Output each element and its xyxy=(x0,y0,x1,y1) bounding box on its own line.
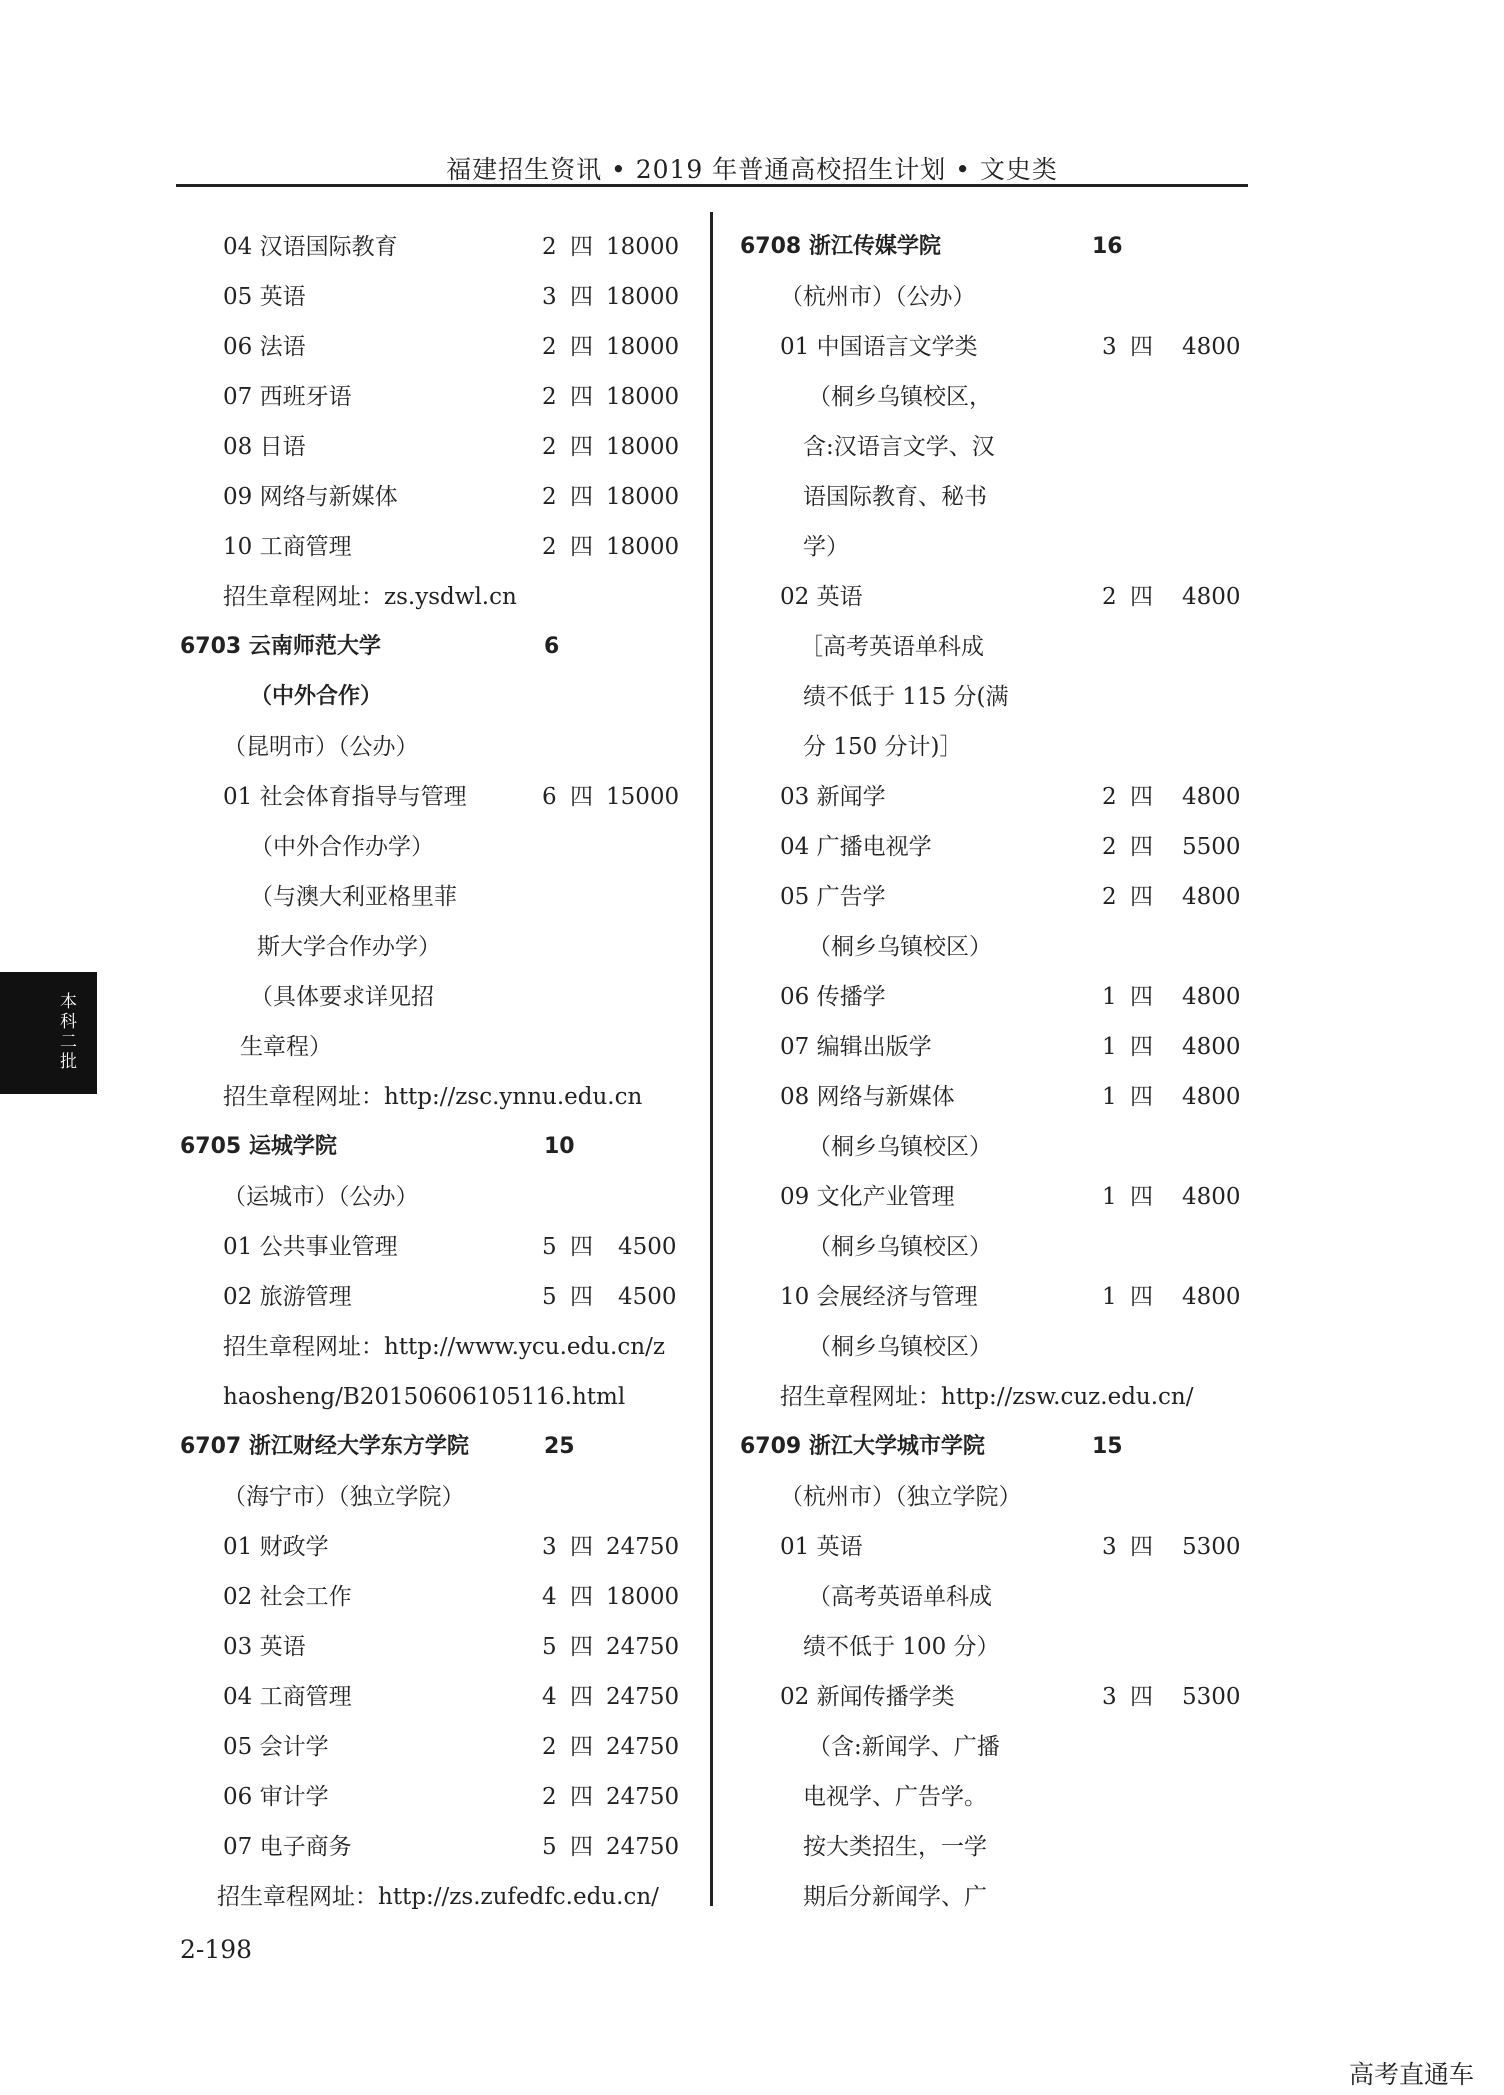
institution-name: 6703 云南师范大学 xyxy=(180,634,381,659)
tuition-fee: 18000 xyxy=(606,434,680,460)
plan-count: 1 xyxy=(1102,1284,1117,1310)
tuition-fee: 18000 xyxy=(606,234,680,260)
listing-text: （海宁市）（独立学院） xyxy=(223,1484,465,1510)
tuition-fee: 18000 xyxy=(606,284,680,310)
tuition-fee: 5500 xyxy=(1182,834,1241,860)
listing-text: （杭州市）（独立学院） xyxy=(780,1484,1022,1510)
listing-text: 03 新闻学 xyxy=(780,784,886,810)
plan-count: 2 xyxy=(1102,784,1117,810)
listing-text: 学） xyxy=(803,534,849,560)
listing-text: 招生章程网址：zs.ysdwl.cn xyxy=(223,584,517,610)
study-years: 四 xyxy=(570,534,593,560)
plan-count: 2 xyxy=(1102,834,1117,860)
listing-row xyxy=(180,1822,700,1872)
listing-row xyxy=(740,272,1260,322)
listing-text: （具体要求详见招 xyxy=(250,984,434,1010)
listing-row xyxy=(740,1772,1260,1822)
listing-text: 01 社会体育指导与管理 xyxy=(223,784,467,810)
listing-text: 绩不低于 100 分） xyxy=(803,1634,1000,1660)
listing-row xyxy=(180,372,700,422)
plan-count: 3 xyxy=(542,284,557,310)
listing-row xyxy=(180,1622,700,1672)
listing-text: 01 中国语言文学类 xyxy=(780,334,978,360)
plan-count: 4 xyxy=(542,1684,557,1710)
plan-count: 2 xyxy=(542,234,557,260)
listing-row xyxy=(740,772,1260,822)
listing-row xyxy=(180,1522,700,1572)
total-plan-count: 15 xyxy=(1092,1434,1123,1459)
study-years: 四 xyxy=(1130,1284,1153,1310)
listing-row xyxy=(740,1372,1260,1422)
plan-count: 2 xyxy=(542,334,557,360)
listing-row xyxy=(180,1322,700,1372)
listing-text: 02 新闻传播学类 xyxy=(780,1684,955,1710)
listing-text: 09 网络与新媒体 xyxy=(223,484,398,510)
listing-row xyxy=(740,722,1260,772)
study-years: 四 xyxy=(1130,1684,1153,1710)
listing-text: 04 汉语国际教育 xyxy=(223,234,398,260)
listing-text: 05 英语 xyxy=(223,284,306,310)
plan-count: 1 xyxy=(1102,1184,1117,1210)
tuition-fee: 24750 xyxy=(606,1634,680,1660)
plan-count: 2 xyxy=(542,484,557,510)
institution-name: 6707 浙江财经大学东方学院 xyxy=(180,1434,469,1459)
study-years: 四 xyxy=(1130,884,1153,910)
tuition-fee: 5300 xyxy=(1182,1684,1241,1710)
listing-row xyxy=(180,322,700,372)
listing-row xyxy=(180,1472,700,1522)
listing-row xyxy=(740,572,1260,622)
institution-row xyxy=(740,222,1260,272)
listing-row xyxy=(740,1072,1260,1122)
listing-text: 含:汉语言文学、汉 xyxy=(803,434,995,460)
plan-count: 2 xyxy=(1102,884,1117,910)
listing-row xyxy=(180,922,700,972)
listing-text: （桐乡乌镇校区） xyxy=(808,1234,992,1260)
tuition-fee: 4800 xyxy=(1182,1084,1241,1110)
listing-text: 语国际教育、秘书 xyxy=(803,484,987,510)
tuition-fee: 4800 xyxy=(1182,784,1241,810)
listing-text: 08 网络与新媒体 xyxy=(780,1084,955,1110)
listing-row xyxy=(740,922,1260,972)
listing-text: （高考英语单科成 xyxy=(808,1584,992,1610)
listing-text: （桐乡乌镇校区， xyxy=(808,384,992,410)
institution-name: 6705 运城学院 xyxy=(180,1134,337,1159)
listing-text: 04 广播电视学 xyxy=(780,834,932,860)
listing-row xyxy=(740,472,1260,522)
listing-text: 07 西班牙语 xyxy=(223,384,352,410)
column-divider xyxy=(710,212,713,1906)
listing-row xyxy=(740,322,1260,372)
study-years: 四 xyxy=(1130,1184,1153,1210)
tuition-fee: 4500 xyxy=(618,1234,677,1260)
listing-text: 按大类招生，一学 xyxy=(803,1834,987,1860)
listing-row xyxy=(180,222,700,272)
listing-text: 07 电子商务 xyxy=(223,1834,352,1860)
listing-text: 01 财政学 xyxy=(223,1534,329,1560)
listing-text: （昆明市）（公办） xyxy=(223,734,419,760)
institution-row xyxy=(740,1422,1260,1472)
plan-count: 3 xyxy=(1102,334,1117,360)
tuition-fee: 18000 xyxy=(606,534,680,560)
total-plan-count: 10 xyxy=(544,1134,575,1159)
study-years: 四 xyxy=(570,334,593,360)
listing-text: 02 社会工作 xyxy=(223,1584,352,1610)
tuition-fee: 5300 xyxy=(1182,1534,1241,1560)
tuition-fee: 4800 xyxy=(1182,334,1241,360)
left-column xyxy=(180,222,700,1922)
listing-row xyxy=(740,672,1260,722)
plan-count: 2 xyxy=(1102,584,1117,610)
page-header: 福建招生资讯 • 2019 年普通高校招生计划 • 文史类 xyxy=(446,155,1058,184)
listing-text: （桐乡乌镇校区） xyxy=(808,934,992,960)
study-years: 四 xyxy=(1130,834,1153,860)
tuition-fee: 4800 xyxy=(1182,1034,1241,1060)
listing-text: （中外合作办学） xyxy=(250,834,434,860)
listing-text: 10 工商管理 xyxy=(223,534,352,560)
listing-row xyxy=(740,872,1260,922)
listing-text: ［高考英语单科成 xyxy=(800,634,984,660)
listing-text: 02 旅游管理 xyxy=(223,1284,352,1310)
study-years: 四 xyxy=(570,1584,593,1610)
listing-row xyxy=(740,1322,1260,1372)
study-years: 四 xyxy=(570,384,593,410)
study-years: 四 xyxy=(1130,1534,1153,1560)
listing-text: （运城市）（公办） xyxy=(223,1184,419,1210)
listing-text: 06 法语 xyxy=(223,334,306,360)
listing-text: 分 150 分计)］ xyxy=(803,734,963,760)
listing-row xyxy=(740,372,1260,422)
study-years: 四 xyxy=(570,1784,593,1810)
listing-row xyxy=(740,522,1260,572)
plan-count: 2 xyxy=(542,434,557,460)
tuition-fee: 18000 xyxy=(606,334,680,360)
listing-row xyxy=(740,1872,1260,1922)
plan-count: 1 xyxy=(1102,1084,1117,1110)
plan-count: 2 xyxy=(542,384,557,410)
tuition-fee: 4800 xyxy=(1182,884,1241,910)
section-side-tab xyxy=(0,972,97,1094)
listing-row xyxy=(180,1872,700,1922)
listing-row xyxy=(740,1722,1260,1772)
institution-row xyxy=(180,622,700,672)
institution-row xyxy=(180,1422,700,1472)
plan-count: 6 xyxy=(542,784,557,810)
listing-text: （桐乡乌镇校区） xyxy=(808,1334,992,1360)
tuition-fee: 4800 xyxy=(1182,1184,1241,1210)
study-years: 四 xyxy=(1130,784,1153,810)
tuition-fee: 24750 xyxy=(606,1534,680,1560)
listing-text: 07 编辑出版学 xyxy=(780,1034,932,1060)
listing-text: （含:新闻学、广播 xyxy=(808,1734,1000,1760)
listing-row xyxy=(180,772,700,822)
plan-count: 3 xyxy=(1102,1684,1117,1710)
plan-count: 2 xyxy=(542,1734,557,1760)
listing-text: 10 会展经济与管理 xyxy=(780,1284,978,1310)
listing-row xyxy=(180,1172,700,1222)
study-years: 四 xyxy=(570,434,593,460)
study-years: 四 xyxy=(570,1534,593,1560)
tuition-fee: 15000 xyxy=(606,784,680,810)
listing-row xyxy=(180,872,700,922)
listing-text: haosheng/B20150606105116.html xyxy=(223,1384,626,1410)
listing-text: 02 英语 xyxy=(780,584,863,610)
study-years: 四 xyxy=(570,1684,593,1710)
study-years: 四 xyxy=(570,1234,593,1260)
header-rule xyxy=(176,184,1248,187)
listing-row xyxy=(740,1472,1260,1522)
study-years: 四 xyxy=(1130,984,1153,1010)
listing-text: （杭州市）（公办） xyxy=(780,284,976,310)
listing-row xyxy=(740,1622,1260,1672)
tuition-fee: 18000 xyxy=(606,1584,680,1610)
listing-row xyxy=(740,1272,1260,1322)
study-years: 四 xyxy=(570,1634,593,1660)
tuition-fee: 24750 xyxy=(606,1734,680,1760)
listing-text: 绩不低于 115 分(满 xyxy=(803,684,1009,710)
listing-text: 生章程） xyxy=(240,1034,332,1060)
plan-count: 4 xyxy=(542,1584,557,1610)
listing-row xyxy=(740,1122,1260,1172)
total-plan-count: 25 xyxy=(544,1434,575,1459)
listing-row xyxy=(180,1572,700,1622)
plan-count: 3 xyxy=(542,1534,557,1560)
study-years: 四 xyxy=(570,284,593,310)
listing-row xyxy=(180,522,700,572)
listing-text: 斯大学合作办学） xyxy=(257,934,441,960)
listing-text: 01 公共事业管理 xyxy=(223,1234,398,1260)
study-years: 四 xyxy=(570,234,593,260)
listing-row xyxy=(740,972,1260,1022)
tuition-fee: 4500 xyxy=(618,1284,677,1310)
study-years: 四 xyxy=(1130,1084,1153,1110)
tuition-fee: 24750 xyxy=(606,1784,680,1810)
listing-text: 06 审计学 xyxy=(223,1784,329,1810)
side-tab-label: 本科二批 xyxy=(56,992,76,1072)
tuition-fee: 4800 xyxy=(1182,984,1241,1010)
watermark: 高考直通车 xyxy=(1348,2060,1474,2089)
institution-row xyxy=(180,1122,700,1172)
tuition-fee: 18000 xyxy=(606,384,680,410)
listing-row xyxy=(740,1572,1260,1622)
listing-row xyxy=(180,822,700,872)
listing-text: 电视学、广告学。 xyxy=(803,1784,987,1810)
plan-count: 5 xyxy=(542,1634,557,1660)
listing-row xyxy=(740,1822,1260,1872)
listing-row xyxy=(740,422,1260,472)
listing-text: 03 英语 xyxy=(223,1634,306,1660)
listing-row xyxy=(180,472,700,522)
listing-text: （与澳大利亚格里菲 xyxy=(250,884,457,910)
institution-name: （中外合作） xyxy=(250,684,383,709)
study-years: 四 xyxy=(570,1734,593,1760)
page-number: 2-198 xyxy=(180,1935,253,1964)
listing-text: 期后分新闻学、广 xyxy=(803,1884,987,1910)
total-plan-count: 6 xyxy=(544,634,560,659)
listing-row xyxy=(740,1522,1260,1572)
tuition-fee: 24750 xyxy=(606,1834,680,1860)
study-years: 四 xyxy=(1130,1034,1153,1060)
plan-count: 5 xyxy=(542,1834,557,1860)
listing-text: 05 会计学 xyxy=(223,1734,329,1760)
listing-text: 招生章程网址：http://zs.zufedfc.edu.cn/ xyxy=(217,1884,659,1910)
listing-row xyxy=(180,1722,700,1772)
listing-row xyxy=(740,622,1260,672)
study-years: 四 xyxy=(570,1284,593,1310)
study-years: 四 xyxy=(1130,584,1153,610)
listing-text: 08 日语 xyxy=(223,434,306,460)
listing-text: 05 广告学 xyxy=(780,884,886,910)
plan-count: 5 xyxy=(542,1284,557,1310)
plan-count: 2 xyxy=(542,534,557,560)
tuition-fee: 18000 xyxy=(606,484,680,510)
plan-count: 1 xyxy=(1102,1034,1117,1060)
listing-row xyxy=(180,572,700,622)
listing-row xyxy=(740,1672,1260,1722)
study-years: 四 xyxy=(1130,334,1153,360)
plan-count: 3 xyxy=(1102,1534,1117,1560)
study-years: 四 xyxy=(570,1834,593,1860)
study-years: 四 xyxy=(570,784,593,810)
listing-text: 09 文化产业管理 xyxy=(780,1184,955,1210)
listing-text: 招生章程网址：http://zsc.ynnu.edu.cn xyxy=(223,1084,643,1110)
listing-row xyxy=(740,822,1260,872)
listing-row xyxy=(180,722,700,772)
listing-row xyxy=(740,1022,1260,1072)
plan-count: 5 xyxy=(542,1234,557,1260)
listing-row xyxy=(180,972,700,1022)
listing-row xyxy=(180,1672,700,1722)
tuition-fee: 4800 xyxy=(1182,584,1241,610)
listing-row xyxy=(740,1222,1260,1272)
listing-row xyxy=(180,1022,700,1072)
tuition-fee: 24750 xyxy=(606,1684,680,1710)
tuition-fee: 4800 xyxy=(1182,1284,1241,1310)
listing-row xyxy=(180,1372,700,1422)
listing-text: 06 传播学 xyxy=(780,984,886,1010)
plan-count: 2 xyxy=(542,1784,557,1810)
listing-row xyxy=(180,272,700,322)
listing-row xyxy=(180,1272,700,1322)
total-plan-count: 16 xyxy=(1092,234,1123,259)
study-years: 四 xyxy=(570,484,593,510)
listing-text: 招生章程网址：http://zsw.cuz.edu.cn/ xyxy=(780,1384,1194,1410)
listing-text: （桐乡乌镇校区） xyxy=(808,1134,992,1160)
plan-count: 1 xyxy=(1102,984,1117,1010)
institution-name: 6709 浙江大学城市学院 xyxy=(740,1434,985,1459)
listing-row xyxy=(180,1772,700,1822)
listing-text: 01 英语 xyxy=(780,1534,863,1560)
institution-name: 6708 浙江传媒学院 xyxy=(740,234,941,259)
listing-row xyxy=(180,1222,700,1272)
listing-row xyxy=(180,1072,700,1122)
institution-row xyxy=(180,672,700,722)
listing-row xyxy=(180,422,700,472)
listing-text: 04 工商管理 xyxy=(223,1684,352,1710)
right-column xyxy=(740,222,1260,1922)
listing-text: 招生章程网址：http://www.ycu.edu.cn/z xyxy=(223,1334,665,1360)
listing-row xyxy=(740,1172,1260,1222)
